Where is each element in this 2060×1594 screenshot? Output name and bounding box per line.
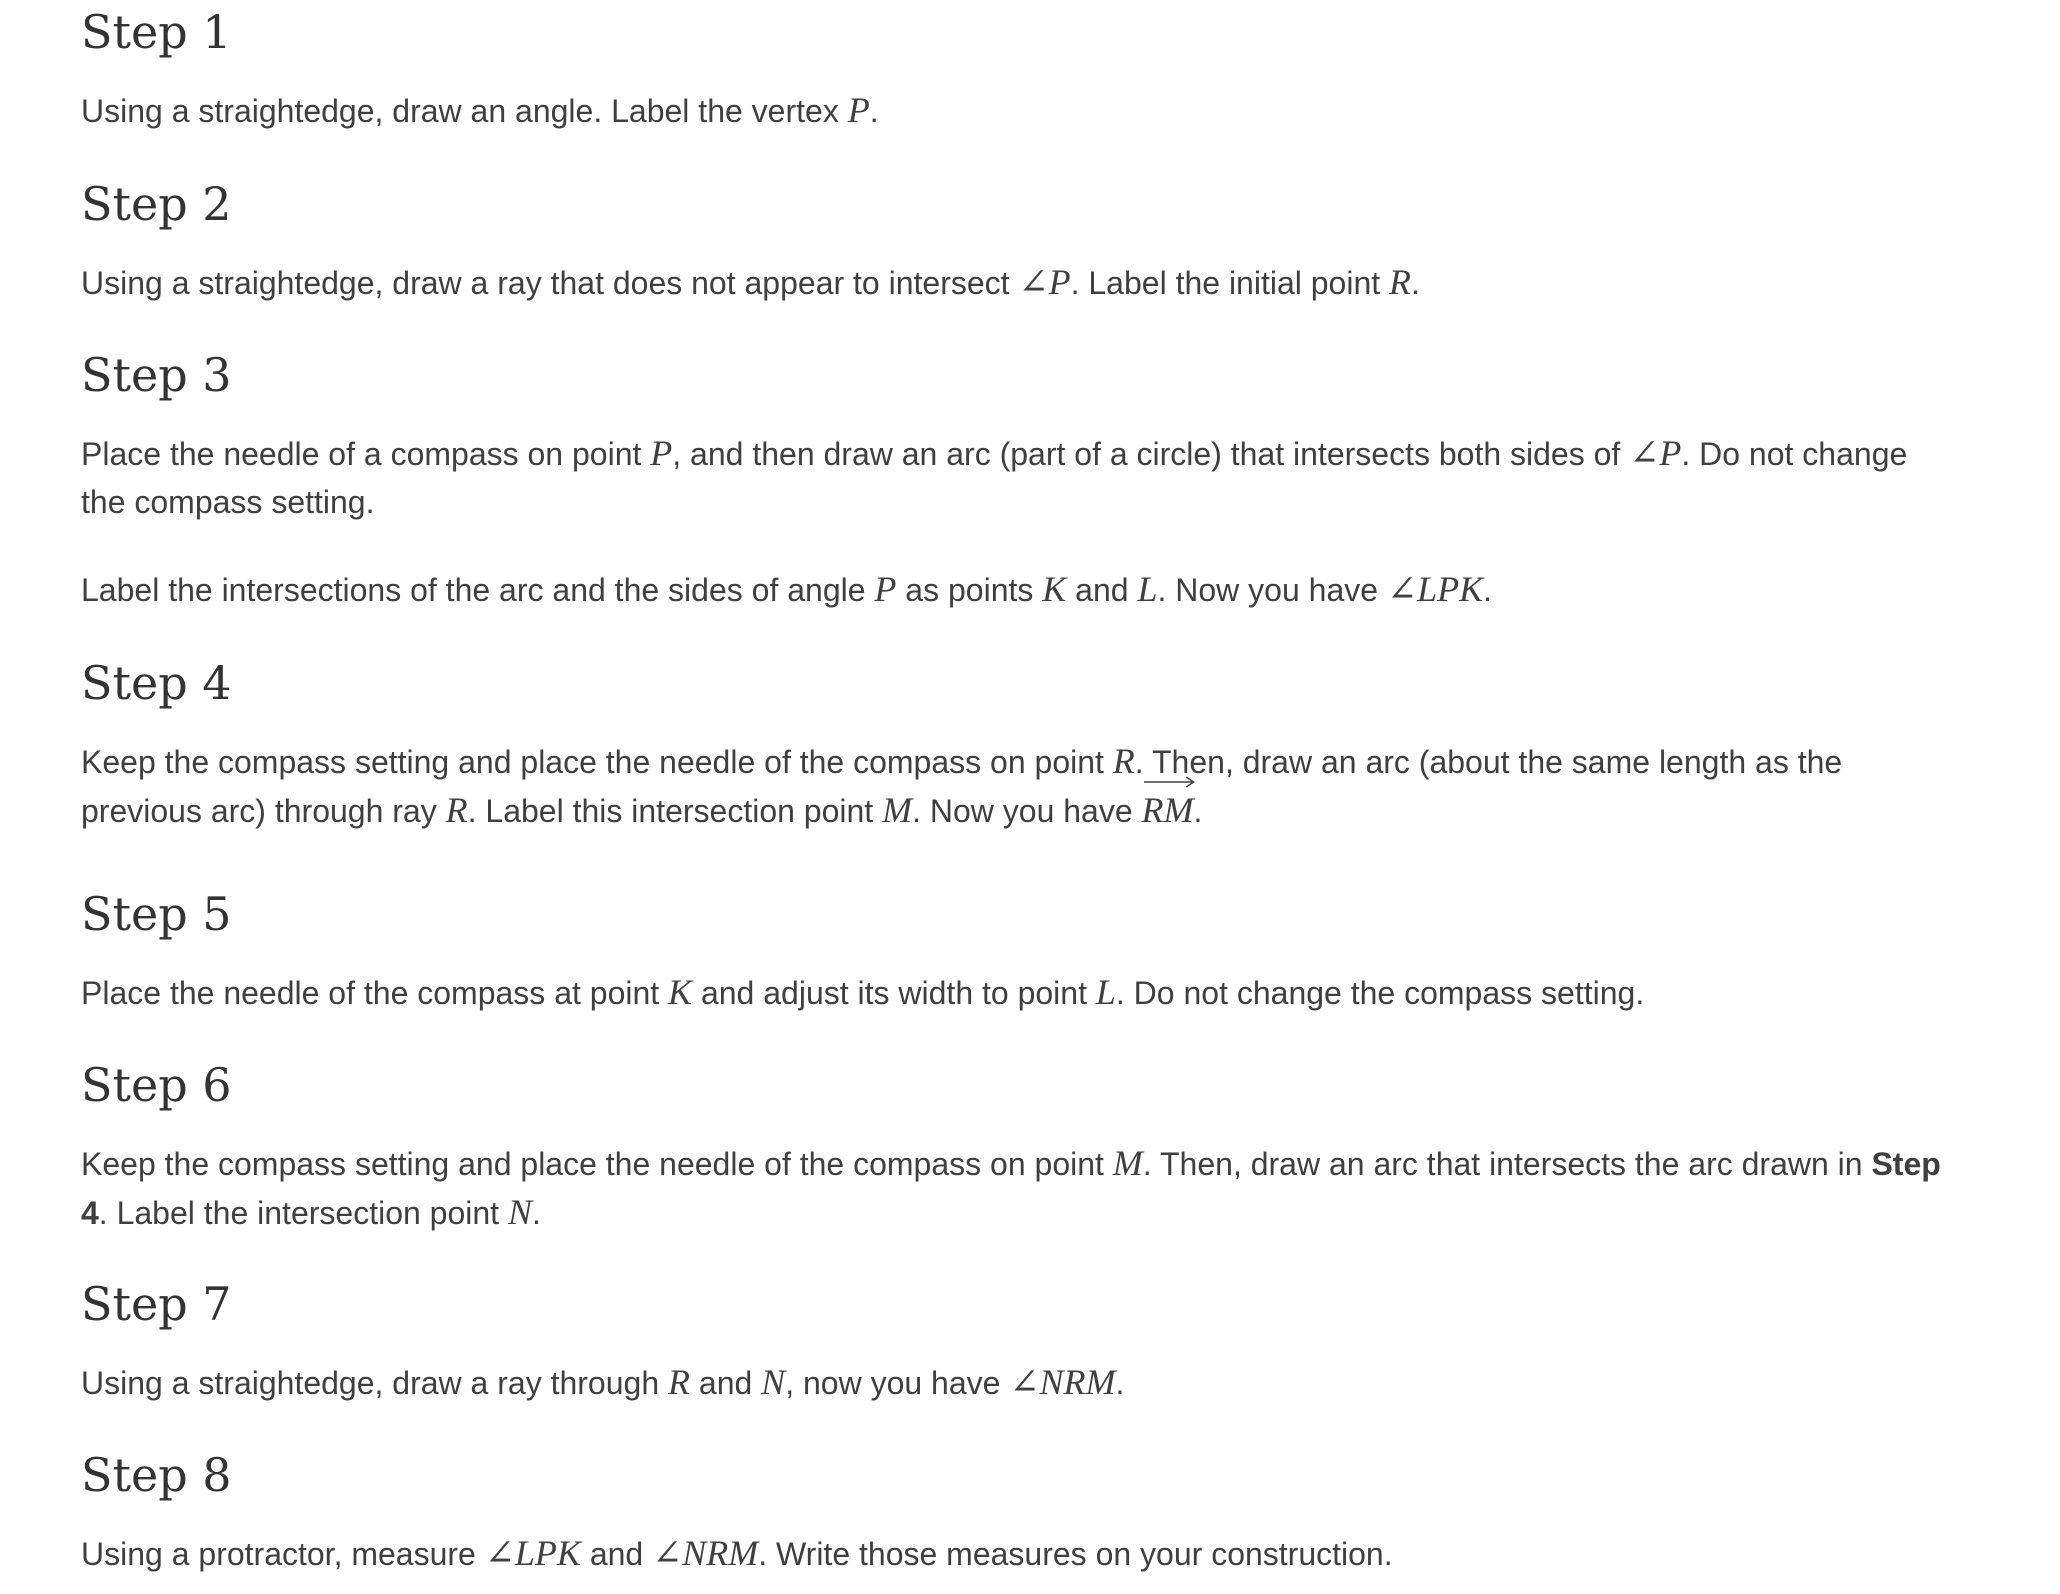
math-term: ∠NRM	[652, 1533, 759, 1573]
text-segment: . Then, draw an arc (about the same length as the previous arc) through ray	[81, 744, 1852, 829]
math-term: R	[1389, 262, 1412, 302]
text-segment: . Do not change the compass setting.	[81, 436, 1917, 520]
step-instruction	[81, 258, 1951, 307]
right-arrow-icon	[1144, 776, 1198, 788]
text-segment: , now you have	[785, 1365, 1010, 1401]
text-segment: as points	[896, 572, 1043, 608]
text-segment: . Then, draw an arc that intersects the arc drawn in	[1142, 1146, 1872, 1182]
step-title: Step 1	[81, 5, 232, 59]
text-segment: .	[1193, 793, 1203, 829]
math-term: ∠NRM	[1009, 1362, 1116, 1402]
math-term: ∠LPK	[1386, 569, 1484, 609]
ray-label: RM	[1141, 790, 1194, 830]
math-term: L	[1137, 569, 1158, 609]
step-instruction	[81, 429, 1951, 526]
step-instruction	[81, 968, 1951, 1017]
math-term: R	[445, 790, 468, 830]
text-segment: . Do not change the compass setting.	[1115, 975, 1645, 1011]
text-segment: , and then draw an arc (part of a circle) that intersects both sides of	[672, 436, 1630, 472]
math-term: P	[874, 569, 897, 609]
math-term: R	[1112, 741, 1135, 781]
math-term: K	[668, 972, 693, 1012]
text-segment: . Write those measures on your construction.	[758, 1536, 1393, 1572]
math-term: N	[507, 1192, 532, 1232]
text-segment: . Now you have	[1157, 572, 1387, 608]
step-instruction	[81, 737, 1951, 835]
step-instruction	[81, 1529, 1951, 1578]
step-instruction	[81, 565, 1951, 614]
text-segment: . Label the intersection point	[98, 1195, 508, 1231]
math-term: N	[761, 1362, 786, 1402]
math-term: M	[882, 790, 913, 830]
step-title: Step 7	[81, 1277, 232, 1331]
text-segment: and	[580, 1536, 653, 1572]
text-segment: Using a straightedge, draw an angle. Label the vertex	[81, 93, 848, 129]
step-title: Step 3	[81, 348, 232, 402]
text-segment: and	[1066, 572, 1138, 608]
text-segment: Place the needle of the compass at point	[81, 975, 669, 1011]
text-segment: Label the intersections of the arc and the sides of angle	[81, 572, 875, 608]
text-segment: . Now you have	[912, 793, 1142, 829]
text-segment: Using a straightedge, draw a ray through	[81, 1365, 668, 1401]
step-title: Step 2	[81, 177, 232, 231]
text-segment: Using a straightedge, draw a ray that does not appear to intersect	[81, 265, 1019, 301]
text-segment: . Label the initial point	[1070, 265, 1390, 301]
math-term: R	[668, 1362, 690, 1402]
text-segment: .	[1411, 265, 1420, 301]
math-term: M	[1112, 1143, 1143, 1183]
step-title: Step 6	[81, 1058, 232, 1112]
text-segment: .	[531, 1195, 541, 1231]
text-segment: Place the needle of a compass on point	[81, 436, 651, 472]
step-instruction	[81, 1139, 1951, 1237]
text-segment: . Label this intersection point	[467, 793, 883, 829]
math-term: ∠P	[1629, 433, 1682, 473]
text-segment: .	[1115, 1365, 1125, 1401]
text-segment: and	[690, 1365, 762, 1401]
step-title: Step 8	[81, 1448, 232, 1502]
text-segment: and adjust its width to point	[692, 975, 1096, 1011]
step-title: Step 4	[81, 656, 232, 710]
math-term: L	[1095, 972, 1116, 1012]
text-segment: Keep the compass setting and place the needle of the compass on point	[81, 1146, 1113, 1182]
step-title: Step 5	[81, 887, 232, 941]
text-segment: .	[869, 93, 879, 129]
math-term: P	[847, 90, 870, 130]
math-term: P	[650, 433, 673, 473]
text-segment: Using a protractor, measure	[81, 1536, 485, 1572]
bold-text: Step 4	[81, 1146, 1950, 1231]
math-term: ∠LPK	[484, 1533, 581, 1573]
math-term: K	[1042, 569, 1067, 609]
step-instruction	[81, 1358, 1951, 1407]
step-instruction	[81, 86, 1951, 135]
text-segment: .	[1483, 572, 1493, 608]
math-term: ∠P	[1018, 262, 1071, 302]
ray-notation	[1142, 786, 1194, 834]
text-segment: Keep the compass setting and place the needle of the compass on point	[81, 744, 1113, 780]
